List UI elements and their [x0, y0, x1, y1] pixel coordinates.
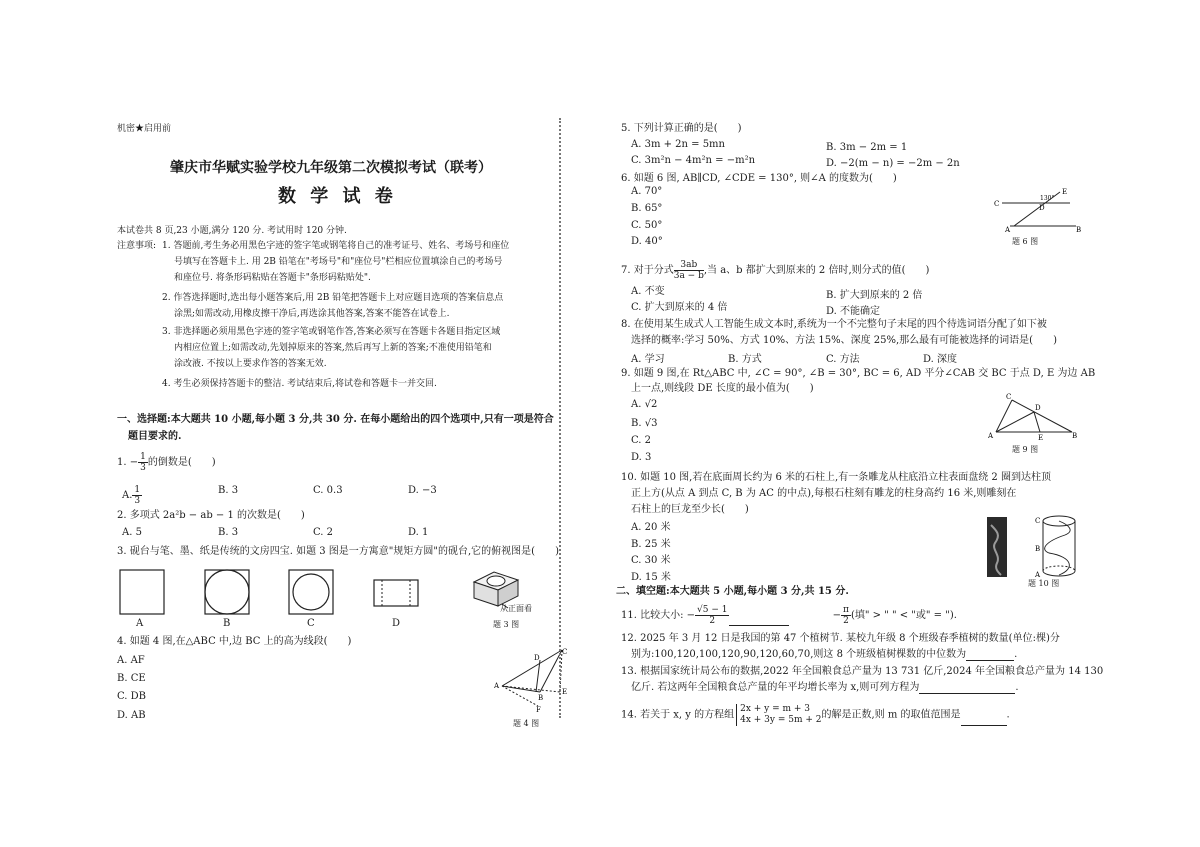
svg-text:F: F: [536, 706, 541, 712]
section2-heading: 二、填空题:本大题共 5 小题,每小题 3 分,共 15 分.: [616, 586, 849, 597]
option-c-square: [289, 570, 333, 614]
q6-figure-label: 题 6 图: [1012, 237, 1039, 246]
note-line: 3. 非选择题必须用黑色字迹的签字笔或钢笔作答,答案必须写在答题卡各题目指定区域: [162, 327, 501, 337]
notes-label: 注意事项:: [117, 241, 157, 251]
question-10-line2: 正上方(从点 A 到点 C, B 为 AC 的中点),每根石柱刻有雕龙的柱身高约 16 米,则雕刻在: [631, 488, 1017, 499]
q8-option-c: C. 方法: [826, 354, 860, 365]
exam-summary: 本试卷共 8 页,23 小题,满分 120 分. 考试用时 120 分钟.: [117, 226, 347, 236]
q1-option-d: D. −3: [408, 485, 437, 496]
question-14: 14. 若关于 x, y 的方程组 2x + y = m + 3 4x + 3y = 5m + 2 的解是正数,则 m 的取值范围是 .: [621, 704, 1010, 725]
svg-text:B: B: [538, 694, 544, 702]
question-10-line3: 石柱上的巨龙至少长( ): [631, 504, 749, 515]
question-2: 2. 多项式 2a²b − ab − 1 的次数是( ): [117, 510, 305, 521]
school-title: 肇庆市华赋实验学校九年级第二次模拟考试（联考）: [170, 160, 492, 176]
q5-option-b: B. 3m − 2m = 1: [826, 142, 908, 153]
svg-text:E: E: [1038, 434, 1044, 440]
question-13-line2: 亿斤. 若这两年全国粮食总产量的年平均增长率为 x,则可列方程为 .: [631, 682, 1019, 693]
question-1: 1. − $\frac{1}{3}$ 的倒数是( ): [117, 452, 216, 473]
note-line: 内相应位置上;如需改动,先划掉原来的答案,然后再写上新的答案;不准使用铅笔和: [174, 343, 492, 353]
left-page: [0, 0, 568, 847]
q9-option-a: A. √2: [631, 399, 658, 410]
svg-text:D: D: [534, 654, 540, 662]
svg-text:D: D: [1039, 204, 1045, 212]
q10-option-a: A. 20 米: [631, 522, 671, 533]
option-d-rect: [374, 580, 418, 606]
q7-option-b: B. 扩大到原来的 2 倍: [826, 290, 923, 301]
q4-figure-label: 题 4 图: [513, 719, 540, 728]
svg-text:C: C: [1035, 517, 1041, 525]
section1-heading-cont: 题目要求的.: [128, 431, 182, 442]
q1-option-b: B. 3: [218, 485, 239, 496]
q7-option-c: C. 扩大到原来的 4 倍: [631, 302, 728, 313]
question-9-line2: 上一点,则线段 DE 长度的最小值为( ): [631, 383, 814, 394]
q3-label-d: D: [392, 618, 401, 629]
confidential-mark: 机密★启用前: [117, 124, 172, 134]
q10-pillar-figure: [985, 513, 1085, 579]
question-10-line1: 10. 如题 10 图,若在底面周长约为 6 米的石柱上,有一条雕龙从柱底沿立柱表面盘绕 2 圈到达柱顶: [621, 472, 1051, 483]
answer-blank: [729, 615, 789, 626]
q3-figure-label: 题 3 图: [493, 620, 520, 629]
q6-parallel-figure: [990, 188, 1082, 234]
question-3: 3. 砚台与笔、墨、纸是传统的文房四宝. 如题 3 图是一方寓意"规矩方圆"的砚台,它的俯视图是( ): [117, 546, 559, 557]
note-line: 涂黑;如需改动,用橡皮擦干净后,再选涂其他答案,答案不能答在试卷上.: [174, 309, 450, 319]
q3-label-c: C: [307, 618, 315, 629]
q2-option-b: B. 3: [218, 527, 239, 538]
option-c-circle: [293, 574, 329, 610]
q1-option-c: C. 0.3: [313, 485, 343, 496]
svg-text:130°: 130°: [1040, 195, 1055, 202]
question-11: 11. 比较大小: − $\frac{√5 - 1}{2}$ − $\frac{\pi}{2}$ (填" > " " < "或" = ").: [621, 605, 957, 626]
fraction: $\frac{3ab}{3a - b}$: [673, 260, 704, 281]
svg-text:C: C: [994, 200, 1000, 208]
q7-option-a: A. 不变: [631, 286, 665, 297]
svg-text:A: A: [1005, 226, 1011, 234]
q6-option-b: B. 65°: [631, 203, 663, 214]
q4-option-c: C. DB: [117, 691, 147, 702]
answer-blank: [966, 650, 1014, 661]
svg-text:C: C: [1006, 393, 1012, 401]
question-6: 6. 如题 6 图, AB∥CD, ∠CDE = 130°, 则∠A 的度数为( ): [621, 173, 897, 184]
svg-text:E: E: [562, 688, 568, 696]
q10-figure-label: 题 10 图: [1028, 579, 1060, 588]
q4-option-d: D. AB: [117, 710, 146, 721]
q7-option-d: D. 不能确定: [826, 306, 881, 317]
q4-option-a: A. AF: [117, 655, 145, 666]
note-line: 和座位号. 将条形码粘贴在答题卡"条形码粘贴处".: [174, 273, 371, 283]
svg-text:A: A: [988, 432, 994, 440]
q8-option-d: D. 深度: [923, 354, 958, 365]
q9-triangle-figure: [988, 392, 1078, 440]
question-13-line1: 13. 根据国家统计局公布的数据,2022 年全国粮食总产量为 13 731 亿斤,2024 年全国粮食总产量为 14 130: [621, 666, 1104, 677]
q10-option-c: C. 30 米: [631, 555, 671, 566]
note-line: 号填写在答题卡上. 用 2B 铅笔在"考场号"和"座位号"栏相应位置填涂自己的考场号: [174, 257, 503, 267]
fraction: $\frac{1}{3}$: [140, 452, 146, 473]
q2-option-d: D. 1: [408, 527, 429, 538]
question-4: 4. 如题 4 图,在△ABC 中,边 BC 上的高为线段( ): [117, 636, 352, 647]
right-page: [572, 0, 1200, 847]
q3-option-figures: [118, 566, 448, 618]
svg-text:E: E: [1062, 188, 1068, 196]
equation-system: 2x + y = m + 3 4x + 3y = 5m + 2: [736, 704, 821, 726]
q3-label-b: B: [223, 618, 231, 629]
svg-text:B: B: [1072, 432, 1078, 440]
option-b-circle: [205, 570, 249, 614]
option-a-square: [120, 570, 164, 614]
q9-option-c: C. 2: [631, 435, 652, 446]
note-line: 2. 作答选择题时,选出每小题答案后,用 2B 铅笔把答题卡上对应题目选项的答案信息点: [162, 293, 504, 303]
q10-option-b: B. 25 米: [631, 539, 671, 550]
q5-option-c: C. 3m²n − 4m²n = −m²n: [631, 155, 756, 166]
question-8-line2: 选择的概率:学习 50%、方式 10%、方法 15%、深度 25%,那么最有可能被选择的词语是( ): [631, 335, 1057, 346]
paper-title: 数 学 试 卷: [278, 186, 397, 207]
answer-blank: [919, 683, 1015, 694]
svg-text:D: D: [1035, 404, 1041, 412]
q6-option-a: A. 70°: [631, 186, 663, 197]
section1-heading: 一、选择题:本大题共 10 小题,每小题 3 分,共 30 分. 在每小题给出的四个选项中,只有一项是符合: [117, 414, 554, 425]
note-line: 4. 考生必须保持答题卡的整洁. 考试结束后,将试卷和答题卡一并交回.: [162, 379, 437, 389]
q9-option-d: D. 3: [631, 452, 652, 463]
q5-option-a: A. 3m + 2n = 5mn: [631, 139, 725, 150]
note-line: 涂改液. 不按以上要求作答的答案无效.: [174, 359, 327, 369]
note-line: 1. 答题前,考生务必用黑色字迹的签字笔或钢笔将自己的准考证号、姓名、考场号和座位: [162, 241, 510, 251]
binding-line: [559, 118, 567, 718]
question-12-line1: 12. 2025 年 3 月 12 日是我国的第 47 个植树节. 某校九年级 8 个班级春季植树的数量(单位:棵)分: [621, 633, 1060, 644]
q10-option-d: D. 15 米: [631, 572, 671, 583]
svg-text:B: B: [1076, 226, 1082, 234]
answer-blank: [961, 715, 1007, 726]
q1-option-a: A. $\frac{1}{3}$: [122, 485, 141, 506]
front-view-label: 从正面看: [500, 604, 532, 613]
question-12-line2: 别为:100,120,100,120,90,120,60,70,则这 8 个班级植树棵数的中位数为 .: [631, 649, 1018, 660]
q9-figure-label: 题 9 图: [1012, 445, 1039, 454]
svg-text:A: A: [1035, 571, 1041, 579]
q6-option-c: C. 50°: [631, 220, 663, 231]
q6-option-d: D. 40°: [631, 236, 663, 247]
q3-label-a: A: [136, 618, 144, 629]
svg-text:A: A: [494, 682, 500, 690]
q2-option-c: C. 2: [313, 527, 334, 538]
q2-option-a: A. 5: [122, 527, 142, 538]
svg-text:C: C: [562, 648, 568, 656]
q5-option-d: D. −2(m − n) = −2m − 2n: [826, 158, 960, 169]
question-8-line1: 8. 在使用某生成式人工智能生成文本时,系统为一个不完整句子末尾的四个待选词语分配了如下被: [621, 319, 1047, 330]
q8-option-a: A. 学习: [631, 354, 665, 365]
question-7: 7. 对于分式 $\frac{3ab}{3a - b}$ ,当 a、b 都扩大到原来的 2 倍时,则分式的值( ): [621, 260, 930, 281]
q8-option-b: B. 方式: [728, 354, 762, 365]
question-9-line1: 9. 如题 9 图,在 Rt△ABC 中, ∠C = 90°, ∠B = 30°, BC = 6, AD 平分∠CAB 交 BC 于点 D, E 为边 AB: [621, 368, 1096, 379]
q9-option-b: B. √3: [631, 418, 658, 429]
svg-text:B: B: [1035, 545, 1041, 553]
question-5: 5. 下列计算正确的是( ): [621, 123, 742, 134]
q4-option-b: B. CE: [117, 673, 146, 684]
